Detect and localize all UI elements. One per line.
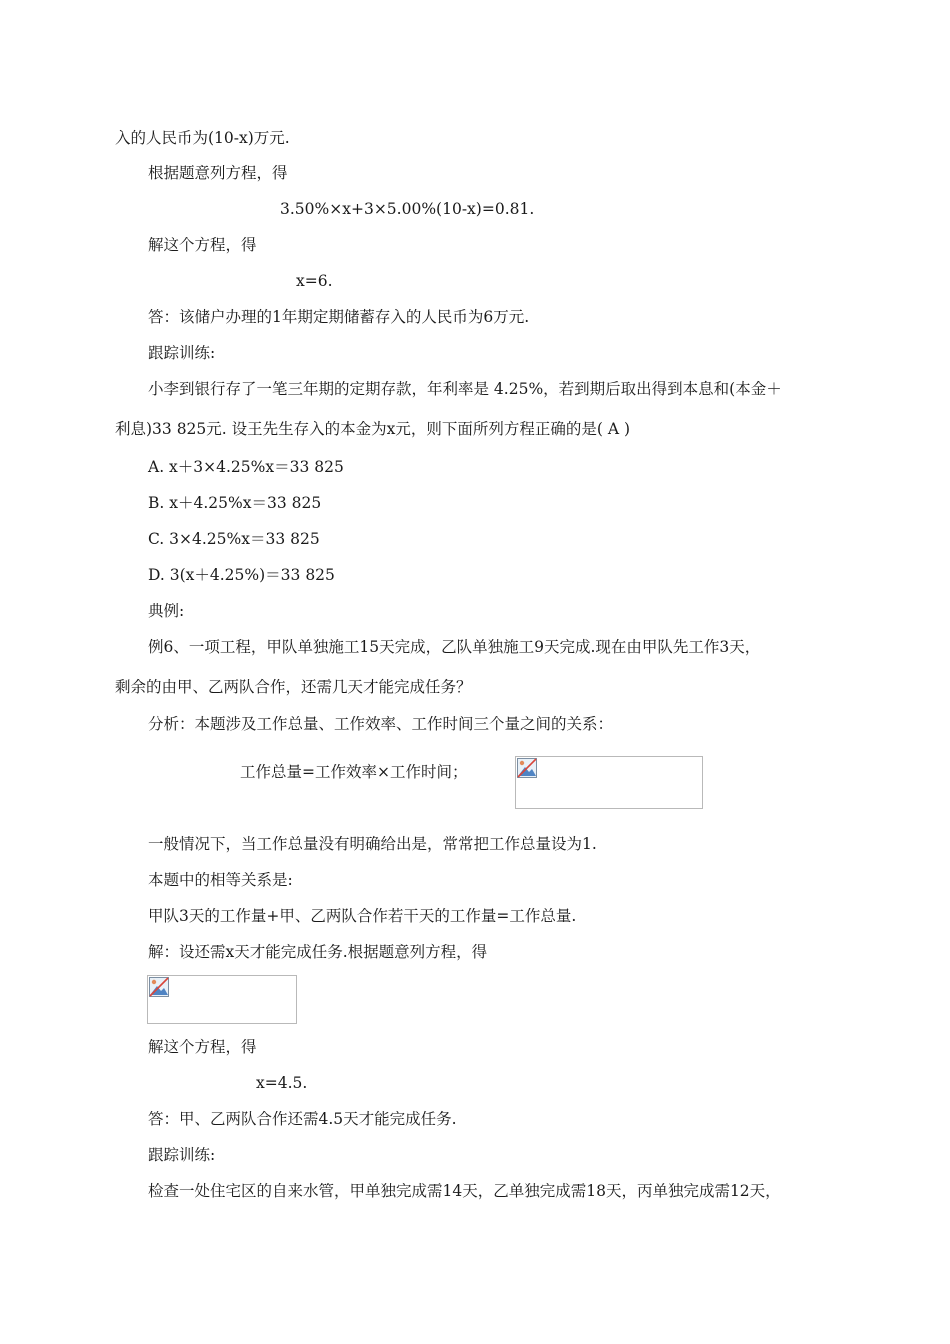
section-heading: 跟踪训练:: [148, 344, 216, 362]
text-line: 解这个方程，得: [148, 1038, 257, 1056]
equation-image-placeholder: [147, 975, 297, 1024]
option-b: B. x＋4.25%x＝33 825: [148, 494, 322, 512]
option-c: C. 3×4.25%x＝33 825: [148, 530, 320, 548]
text-line: 根据题意列方程，得: [148, 164, 288, 182]
broken-image-icon: [517, 758, 537, 778]
text-line: 本题中的相等关系是:: [148, 871, 293, 889]
broken-image-icon: [149, 977, 169, 997]
answer-line: 答：该储户办理的1年期定期储蓄存入的人民币为6万元.: [148, 308, 530, 326]
solution-line: x=4.5.: [256, 1074, 308, 1092]
solution-line: x=6.: [296, 272, 333, 290]
formula-line: 工作总量=工作效率×工作时间；: [240, 763, 468, 781]
answer-line: 答：甲、乙两队合作还需4.5天才能完成任务.: [148, 1110, 457, 1128]
equation-line: 3.50%×x+3×5.00%(10-x)=0.81.: [280, 200, 535, 218]
relation-line: 甲队3天的工作量+甲、乙两队合作若干天的工作量=工作总量.: [148, 907, 577, 925]
option-a: A. x＋3×4.25%x＝33 825: [148, 458, 344, 476]
text-line: 解这个方程，得: [148, 236, 257, 254]
option-d: D. 3(x＋4.25%)＝33 825: [148, 566, 335, 584]
text-line: 一般情况下，当工作总量没有明确给出是，常常把工作总量设为1.: [148, 835, 597, 853]
section-heading: 典例:: [148, 602, 185, 620]
problem-line: 检查一处住宅区的自来水管，甲单独完成需14天，乙单独完成需18天，丙单独完成需12天，: [148, 1182, 781, 1200]
section-heading: 跟踪训练:: [148, 1146, 216, 1164]
analysis-line: 分析：本题涉及工作总量、工作效率、工作时间三个量之间的关系：: [148, 715, 614, 733]
text-line: 入的人民币为(10-x)万元.: [115, 129, 290, 147]
solution-setup-line: 解：设还需x天才能完成任务.根据题意列方程，得: [148, 943, 488, 961]
problem-line: 剩余的由甲、乙两队合作，还需几天才能完成任务？: [115, 678, 472, 696]
formula-image-placeholder: [515, 756, 703, 809]
problem-line: 例6、一项工程，甲队单独施工15天完成，乙队单独施工9天完成.现在由甲队先工作3天，: [148, 638, 761, 656]
problem-line: 利息)33 825元. 设王先生存入的本金为x元，则下面所列方程正确的是( A ): [115, 420, 631, 438]
problem-line: 小李到银行存了一笔三年期的定期存款，年利率是 4.25%，若到期后取出得到本息和(本金＋: [148, 380, 782, 398]
